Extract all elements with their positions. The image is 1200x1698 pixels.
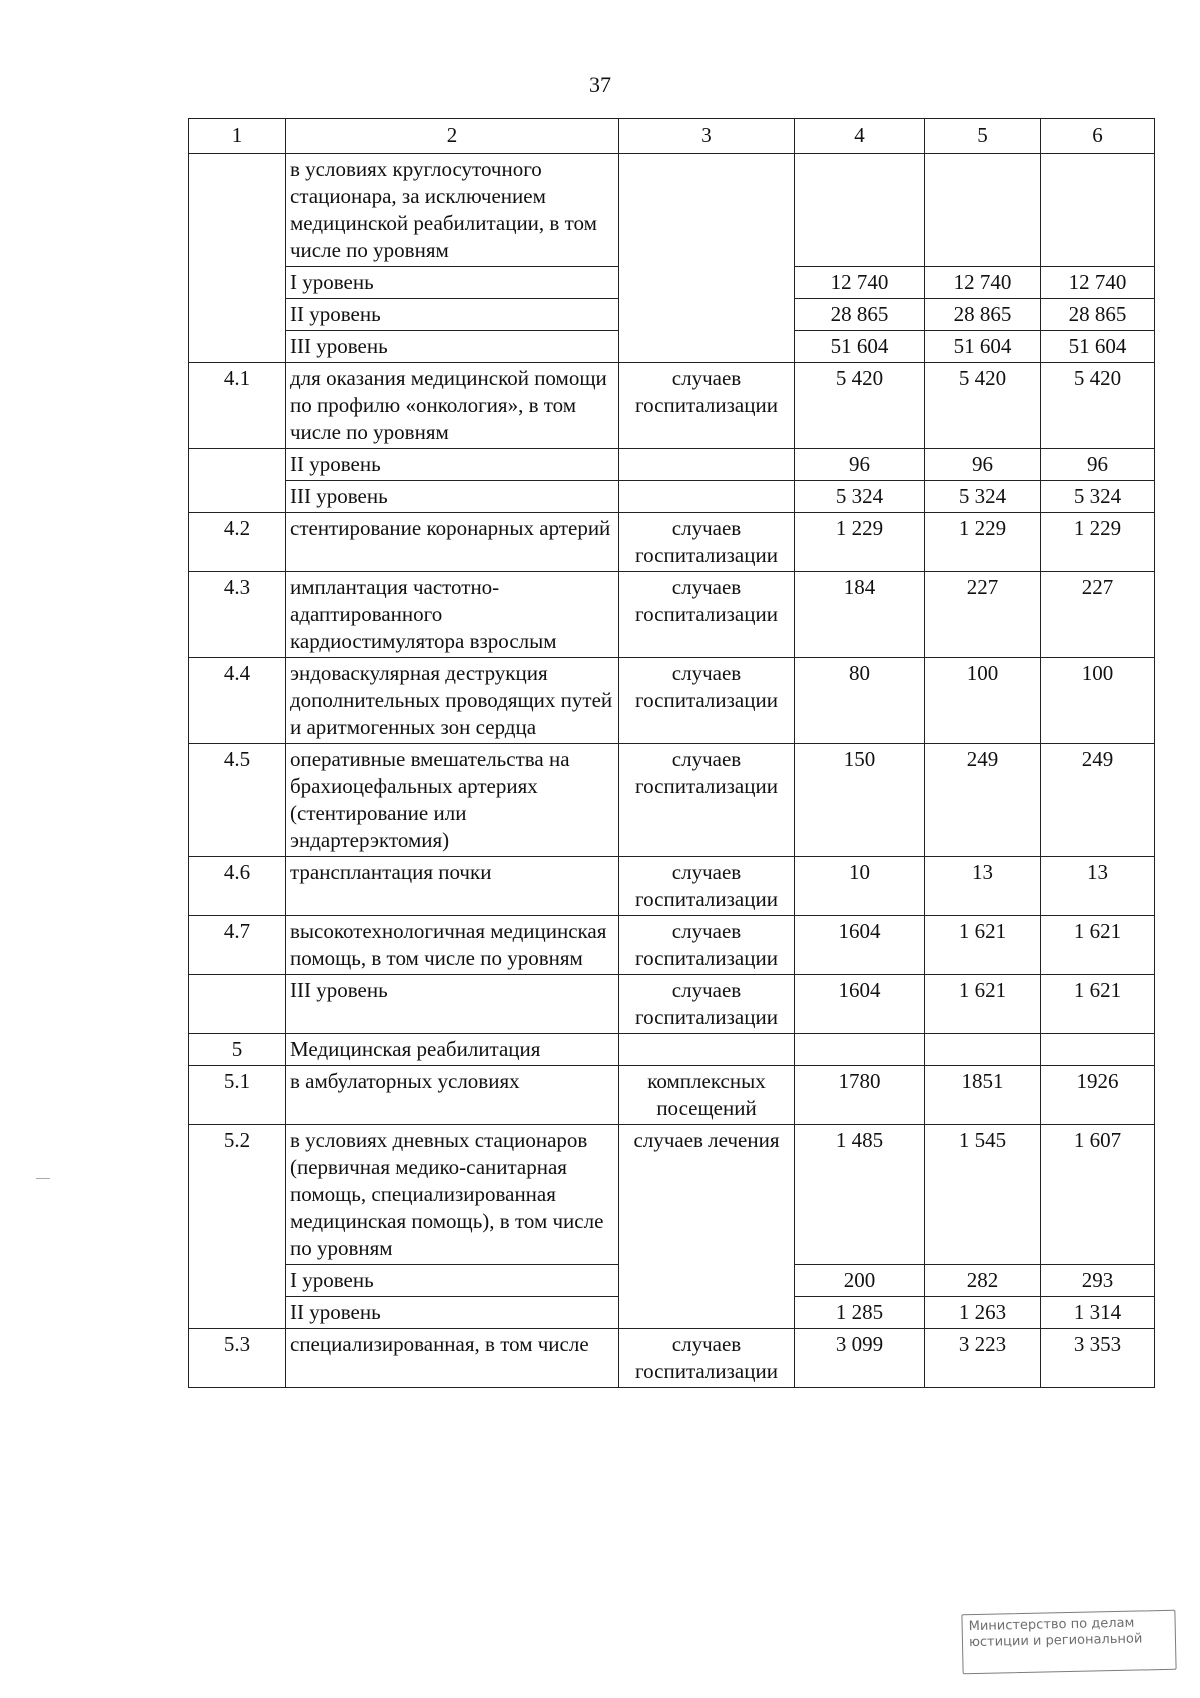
row-value-col4: 80 xyxy=(795,658,925,744)
row-value-col5 xyxy=(925,1034,1041,1066)
scan-edge-mark xyxy=(36,1178,50,1179)
row-value-col4: 184 xyxy=(795,572,925,658)
row-name: Медицинская реабилитация xyxy=(286,1034,619,1066)
row-value-col5: 249 xyxy=(925,744,1041,857)
header-cell-6: 6 xyxy=(1041,119,1155,154)
row-value-col5: 1851 xyxy=(925,1066,1041,1125)
table-row xyxy=(189,744,1155,857)
row-value-col6: 1 621 xyxy=(1041,975,1155,1034)
row-value-col6: 13 xyxy=(1041,857,1155,916)
row-number xyxy=(189,154,286,363)
row-name: II уровень xyxy=(286,449,619,481)
row-value-col6: 249 xyxy=(1041,744,1155,857)
row-value-col5: 3 223 xyxy=(925,1329,1041,1388)
row-value-col4: 200 xyxy=(795,1265,925,1297)
row-value-col4: 5 420 xyxy=(795,363,925,449)
row-value-col6: 12 740 xyxy=(1041,267,1155,299)
row-value-col6: 51 604 xyxy=(1041,331,1155,363)
row-value-col5: 51 604 xyxy=(925,331,1041,363)
row-value-col6: 96 xyxy=(1041,449,1155,481)
row-value-col4 xyxy=(795,1034,925,1066)
row-number: 4.6 xyxy=(189,857,286,916)
row-value-col5: 28 865 xyxy=(925,299,1041,331)
table-row xyxy=(189,363,1155,449)
row-value-col4: 1604 xyxy=(795,975,925,1034)
table-row xyxy=(189,449,1155,481)
row-value-col4: 1 285 xyxy=(795,1297,925,1329)
row-value-col5: 282 xyxy=(925,1265,1041,1297)
row-unit: случаев лечения xyxy=(619,1125,795,1329)
header-cell-2: 2 xyxy=(286,119,619,154)
table-row xyxy=(189,658,1155,744)
row-value-col6: 5 324 xyxy=(1041,481,1155,513)
row-name: I уровень xyxy=(286,267,619,299)
table-row xyxy=(189,154,1155,267)
header-cell-3: 3 xyxy=(619,119,795,154)
row-name: оперативные вмешательства на брахиоцефальных артериях (стентирование или эндартерэктомия) xyxy=(286,744,619,857)
row-unit: случаев госпитализации xyxy=(619,513,795,572)
row-value-col5: 1 229 xyxy=(925,513,1041,572)
row-name: эндоваскулярная деструкция дополнительных проводящих путей и аритмогенных зон сердца xyxy=(286,658,619,744)
row-unit xyxy=(619,1034,795,1066)
row-value-col4: 1780 xyxy=(795,1066,925,1125)
header-cell-4: 4 xyxy=(795,119,925,154)
row-value-col4: 1 485 xyxy=(795,1125,925,1265)
table-row xyxy=(189,1125,1155,1265)
row-value-col5: 1 621 xyxy=(925,916,1041,975)
row-unit xyxy=(619,449,795,481)
row-number: 4.4 xyxy=(189,658,286,744)
table-row xyxy=(189,1034,1155,1066)
row-value-col6: 1926 xyxy=(1041,1066,1155,1125)
stamp-line-2: юстиции и региональной xyxy=(968,1631,1143,1651)
row-value-col5: 1 621 xyxy=(925,975,1041,1034)
row-name: высокотехнологичная медицинская помощь, в том числе по уровням xyxy=(286,916,619,975)
row-value-col4: 150 xyxy=(795,744,925,857)
row-name: III уровень xyxy=(286,481,619,513)
row-number: 5.1 xyxy=(189,1066,286,1125)
row-unit xyxy=(619,481,795,513)
row-unit xyxy=(619,154,795,363)
row-value-col4: 28 865 xyxy=(795,299,925,331)
row-name: для оказания медицинской помощи по профилю «онкология», в том числе по уровням xyxy=(286,363,619,449)
statistics-table xyxy=(188,118,1155,1388)
row-number: 5.3 xyxy=(189,1329,286,1388)
row-unit: случаев госпитализации xyxy=(619,1329,795,1388)
table-row xyxy=(189,975,1155,1034)
row-name: III уровень xyxy=(286,331,619,363)
row-value-col5: 13 xyxy=(925,857,1041,916)
row-value-col6: 28 865 xyxy=(1041,299,1155,331)
row-value-col5: 100 xyxy=(925,658,1041,744)
table-row xyxy=(189,857,1155,916)
row-number: 5.2 xyxy=(189,1125,286,1329)
header-cell-1: 1 xyxy=(189,119,286,154)
registration-stamp xyxy=(961,1610,1176,1674)
row-unit: комплексных посещений xyxy=(619,1066,795,1125)
row-value-col4: 1 229 xyxy=(795,513,925,572)
row-name: III уровень xyxy=(286,975,619,1034)
row-value-col6: 5 420 xyxy=(1041,363,1155,449)
row-name: стентирование коронарных артерий xyxy=(286,513,619,572)
row-value-col4: 5 324 xyxy=(795,481,925,513)
row-value-col4: 3 099 xyxy=(795,1329,925,1388)
row-name: трансплантация почки xyxy=(286,857,619,916)
row-name: в условиях круглосуточного стационара, за исключением медицинской реабилитации, в том числе по уровням xyxy=(286,154,619,267)
row-unit: случаев госпитализации xyxy=(619,572,795,658)
row-value-col6: 1 621 xyxy=(1041,916,1155,975)
row-name: в амбулаторных условиях xyxy=(286,1066,619,1125)
row-number: 4.7 xyxy=(189,916,286,975)
row-name: II уровень xyxy=(286,1297,619,1329)
row-name: имплантация частотно-адаптированного кардиостимулятора взрослым xyxy=(286,572,619,658)
row-value-col6 xyxy=(1041,1034,1155,1066)
row-value-col6: 227 xyxy=(1041,572,1155,658)
row-value-col5 xyxy=(925,154,1041,267)
page-number: 37 xyxy=(589,72,611,97)
table-row xyxy=(189,1066,1155,1125)
row-value-col4: 12 740 xyxy=(795,267,925,299)
row-value-col6: 100 xyxy=(1041,658,1155,744)
table-header-row xyxy=(189,119,1155,154)
row-number: 4.3 xyxy=(189,572,286,658)
table-row xyxy=(189,513,1155,572)
row-number: 4.2 xyxy=(189,513,286,572)
table-row xyxy=(189,481,1155,513)
row-number: 4.1 xyxy=(189,363,286,449)
stamp-line-1: Министерство по делам xyxy=(968,1615,1135,1635)
row-number xyxy=(189,975,286,1034)
row-number: 4.5 xyxy=(189,744,286,857)
row-number xyxy=(189,449,286,513)
row-value-col6 xyxy=(1041,154,1155,267)
row-value-col5: 5 420 xyxy=(925,363,1041,449)
row-value-col6: 3 353 xyxy=(1041,1329,1155,1388)
row-value-col5: 5 324 xyxy=(925,481,1041,513)
table-row xyxy=(189,1329,1155,1388)
row-unit: случаев госпитализации xyxy=(619,658,795,744)
row-value-col5: 96 xyxy=(925,449,1041,481)
header-cell-5: 5 xyxy=(925,119,1041,154)
row-value-col4: 96 xyxy=(795,449,925,481)
row-name: специализированная, в том числе xyxy=(286,1329,619,1388)
row-value-col5: 1 263 xyxy=(925,1297,1041,1329)
row-value-col6: 1 229 xyxy=(1041,513,1155,572)
table-row xyxy=(189,916,1155,975)
row-unit: случаев госпитализации xyxy=(619,916,795,975)
row-value-col5: 227 xyxy=(925,572,1041,658)
row-value-col5: 12 740 xyxy=(925,267,1041,299)
row-number: 5 xyxy=(189,1034,286,1066)
table-row xyxy=(189,572,1155,658)
row-value-col4 xyxy=(795,154,925,267)
row-value-col4: 51 604 xyxy=(795,331,925,363)
row-name: в условиях дневных стационаров (первичная медико-санитарная помощь, специализированная медицинская помощь), в том числе по уровням xyxy=(286,1125,619,1265)
row-value-col6: 293 xyxy=(1041,1265,1155,1297)
row-value-col6: 1 314 xyxy=(1041,1297,1155,1329)
row-name: II уровень xyxy=(286,299,619,331)
row-value-col5: 1 545 xyxy=(925,1125,1041,1265)
row-value-col4: 10 xyxy=(795,857,925,916)
row-value-col6: 1 607 xyxy=(1041,1125,1155,1265)
row-name: I уровень xyxy=(286,1265,619,1297)
row-unit: случаев госпитализации xyxy=(619,975,795,1034)
row-unit: случаев госпитализации xyxy=(619,744,795,857)
row-value-col4: 1604 xyxy=(795,916,925,975)
row-unit: случаев госпитализации xyxy=(619,857,795,916)
row-unit: случаев госпитализации xyxy=(619,363,795,449)
